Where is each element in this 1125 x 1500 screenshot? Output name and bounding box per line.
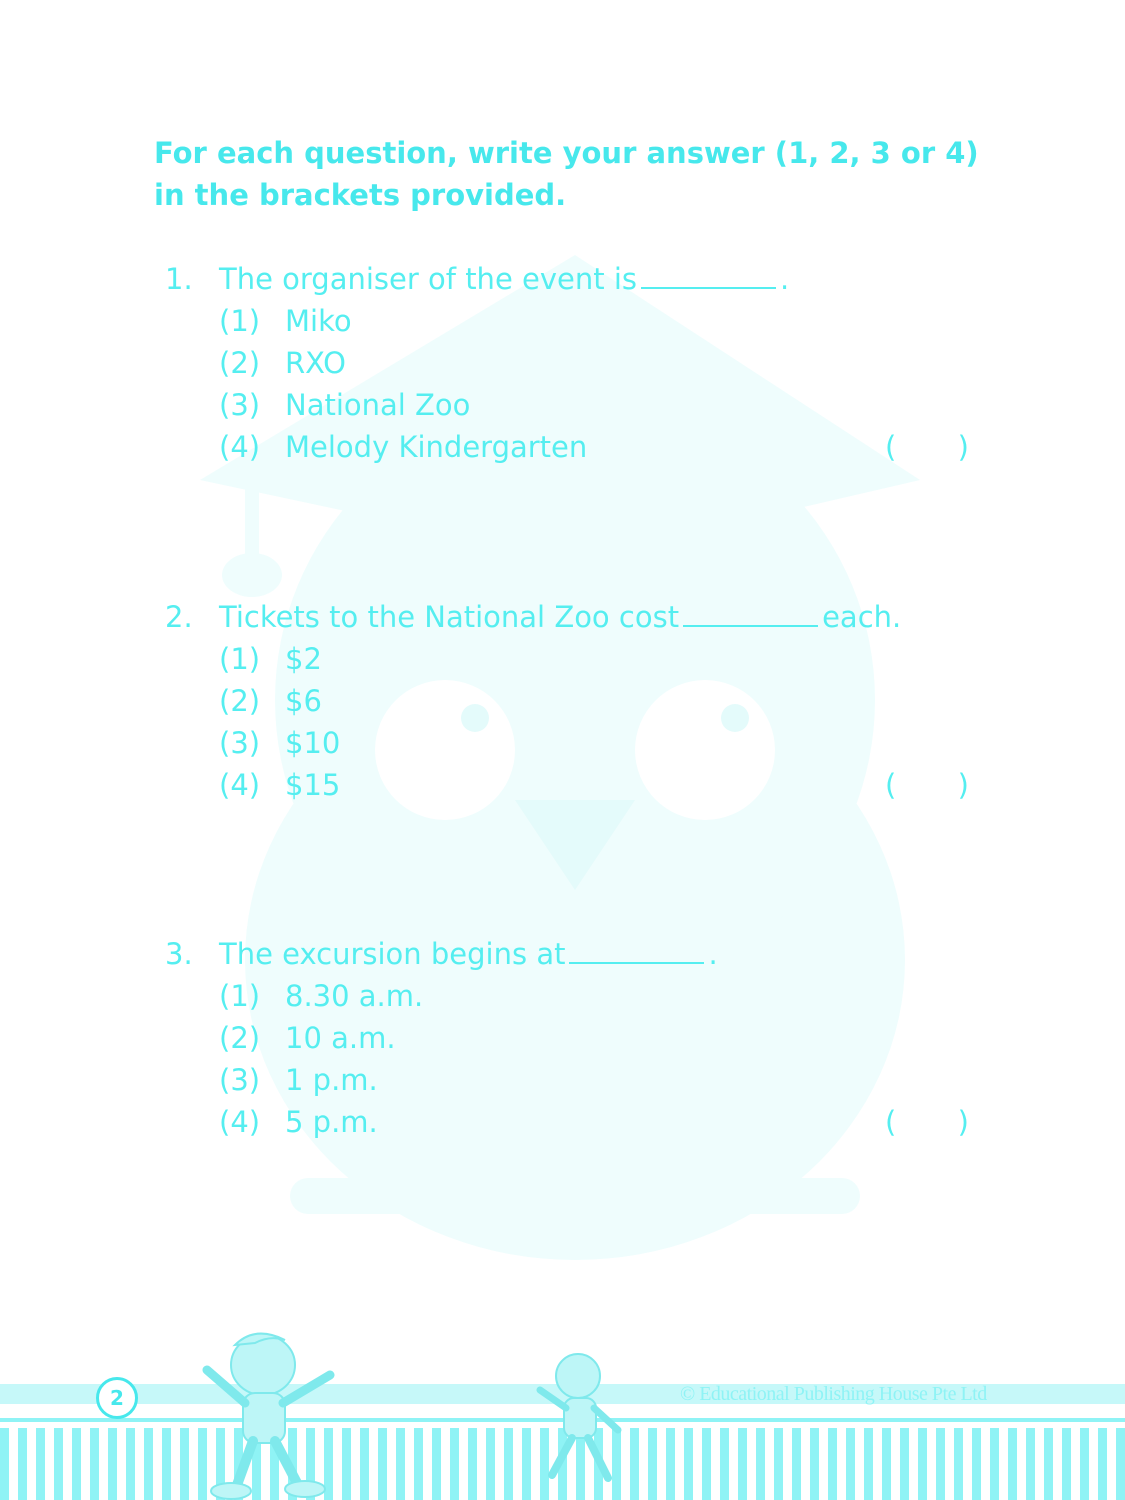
option-3 — [165, 1059, 995, 1101]
footer-stripe — [72, 1428, 81, 1500]
footer-stripe — [1008, 1428, 1017, 1500]
option-text: 8.30 a.m. — [285, 979, 424, 1013]
option-number: (3) — [219, 388, 261, 422]
footer-stripe — [990, 1428, 999, 1500]
footer-stripe — [864, 1428, 873, 1500]
footer-stripe — [630, 1428, 639, 1500]
instruction-text: For each question, write your answer (1, 2, 3 or 4) in the brackets provided. — [154, 136, 979, 212]
footer-stripe — [126, 1428, 135, 1500]
option-1 — [165, 975, 995, 1017]
footer-stripe — [774, 1428, 783, 1500]
footer-stripe — [90, 1428, 99, 1500]
bracket-close: ) — [957, 430, 969, 464]
footer-stripe — [1026, 1428, 1035, 1500]
question-text: The excursion begins at — [219, 937, 566, 971]
option-text: 1 p.m. — [285, 1063, 378, 1097]
option-number: (4) — [219, 768, 261, 802]
footer-stripe — [918, 1428, 927, 1500]
option-number: (1) — [219, 642, 261, 676]
footer-stripe — [0, 1428, 9, 1500]
bracket-open: ( — [885, 768, 897, 802]
question-text: Tickets to the National Zoo cost — [219, 600, 680, 634]
footer-stripe — [108, 1428, 117, 1500]
option-2 — [165, 1017, 995, 1059]
footer-stripe — [666, 1428, 675, 1500]
footer-stripe — [756, 1428, 765, 1500]
option-number: (2) — [219, 1021, 261, 1055]
question-3 — [165, 933, 995, 1143]
option-number: (3) — [219, 1063, 261, 1097]
answer-bracket[interactable] — [885, 1101, 969, 1143]
footer-stripe — [504, 1428, 513, 1500]
question-text-end: . — [779, 262, 790, 296]
footer-stripe — [378, 1428, 387, 1500]
option-3 — [165, 384, 995, 426]
answer-bracket[interactable] — [885, 764, 969, 806]
question-stem — [165, 933, 995, 975]
footer-stripe — [396, 1428, 405, 1500]
footer-stripe — [468, 1428, 477, 1500]
footer-stripe — [1062, 1428, 1071, 1500]
footer-stripe — [1098, 1428, 1107, 1500]
footer-stripe — [18, 1428, 27, 1500]
option-2 — [165, 680, 995, 722]
question-1 — [165, 258, 995, 468]
answer-blank — [641, 261, 776, 289]
footer-stripe — [900, 1428, 909, 1500]
footer-stripe — [846, 1428, 855, 1500]
option-number: (4) — [219, 1105, 261, 1139]
option-number: (3) — [219, 726, 261, 760]
question-text-end: . — [708, 937, 718, 971]
option-text: RXO — [285, 346, 346, 380]
footer-stripe — [882, 1428, 891, 1500]
footer-stripe — [486, 1428, 495, 1500]
footer-stripe — [144, 1428, 153, 1500]
footer-stripe — [360, 1428, 369, 1500]
question-2 — [165, 596, 995, 806]
option-4 — [165, 764, 995, 806]
footer-stripe — [684, 1428, 693, 1500]
option-number: (2) — [219, 684, 261, 718]
footer-stripe — [810, 1428, 819, 1500]
bracket-close: ) — [957, 768, 969, 802]
option-text: National Zoo — [285, 388, 471, 422]
footer-stripe — [648, 1428, 657, 1500]
option-number: (4) — [219, 430, 261, 464]
footer-stripe — [162, 1428, 171, 1500]
footer-stripe — [954, 1428, 963, 1500]
answer-blank — [683, 599, 818, 627]
boy-running-illustration — [530, 1350, 630, 1500]
footer-stripe — [792, 1428, 801, 1500]
footer-stripe — [1116, 1428, 1125, 1500]
bracket-open: ( — [885, 430, 897, 464]
option-1 — [165, 300, 995, 342]
footer-stripe — [54, 1428, 63, 1500]
question-stem — [165, 258, 995, 300]
footer-stripe — [36, 1428, 45, 1500]
question-number: 1. — [165, 262, 193, 296]
question-text: The organiser of the event is — [219, 262, 637, 296]
footer-stripe — [738, 1428, 747, 1500]
option-text: $2 — [285, 642, 322, 676]
option-number: (2) — [219, 346, 261, 380]
option-4 — [165, 426, 995, 468]
option-text: $6 — [285, 684, 322, 718]
option-2 — [165, 342, 995, 384]
question-number: 3. — [165, 937, 193, 971]
footer-stripe — [432, 1428, 441, 1500]
bracket-close: ) — [957, 1105, 969, 1139]
option-text: Miko — [285, 304, 352, 338]
footer-stripe — [828, 1428, 837, 1500]
footer-stripe — [1080, 1428, 1089, 1500]
footer-stripe — [414, 1428, 423, 1500]
page-number-badge: 2 — [96, 1377, 138, 1419]
option-text: $10 — [285, 726, 341, 760]
footer-stripe — [702, 1428, 711, 1500]
copyright-text: © Educational Publishing House Pte Ltd — [680, 1383, 987, 1405]
question-text-end: each. — [822, 600, 902, 634]
option-number: (1) — [219, 304, 261, 338]
option-number: (1) — [219, 979, 261, 1013]
footer-stripe — [180, 1428, 189, 1500]
option-text: $15 — [285, 768, 341, 802]
option-1 — [165, 638, 995, 680]
option-3 — [165, 722, 995, 764]
option-4 — [165, 1101, 995, 1143]
footer-stripe — [1044, 1428, 1053, 1500]
question-number: 2. — [165, 600, 193, 634]
option-text: 5 p.m. — [285, 1105, 378, 1139]
footer-stripe — [450, 1428, 459, 1500]
option-text: 10 a.m. — [285, 1021, 396, 1055]
bracket-open: ( — [885, 1105, 897, 1139]
answer-blank — [569, 936, 704, 964]
option-text: Melody Kindergarten — [285, 430, 588, 464]
boy-jumping-illustration — [195, 1325, 345, 1500]
footer-stripe — [972, 1428, 981, 1500]
question-stem — [165, 596, 995, 638]
footer-stripe — [936, 1428, 945, 1500]
answer-bracket[interactable] — [885, 426, 969, 468]
footer-stripe — [720, 1428, 729, 1500]
